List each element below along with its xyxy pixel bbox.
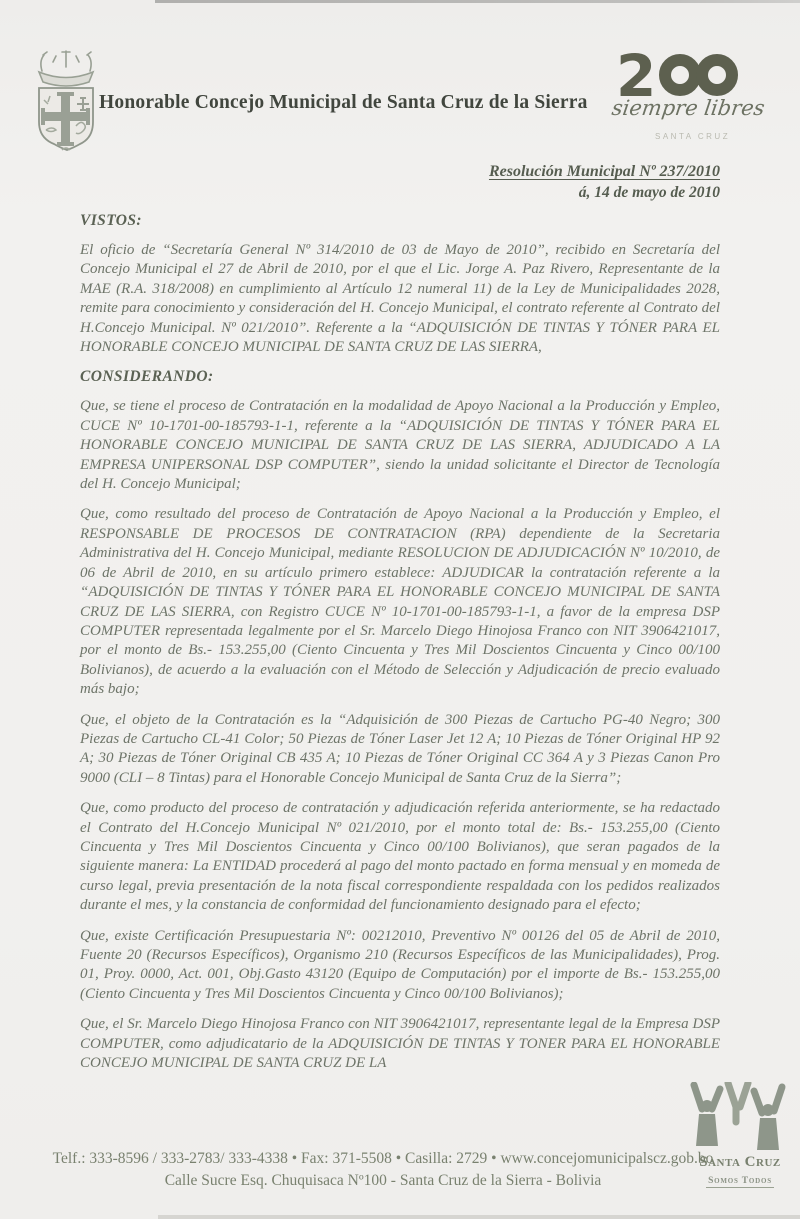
document-body	[80, 206, 720, 1084]
scan-artifact-bottom	[158, 1215, 800, 1219]
considerando-paragraph-3: Que, el objeto de la Contratación es la “Adquisición de 300 Piezas de Cartucho PG-40 Negro; 300 Piezas de Cartucho CL-41 Color; 50 Piezas de Tóner Laser Jet 12 A; 10 Piezas de Tóner Original HP 92 A; 30 Piezas de Tóner Original CB 435 A; 10 Piezas de Tóner Original CC 364 A y 3 Piezas Canon Pro 9000 (CLI – 8 Tintas) para el Honorable Concejo Municipal de Santa Cruz de la Sierra”;	[80, 711, 720, 786]
somos-todos-logo-name: Santa Cruz	[699, 1154, 781, 1170]
footer-address-line: Calle Sucre Esq. Chuquisaca Nº100 - Santa Cruz de la Sierra - Bolivia	[164, 1172, 602, 1189]
considerando-paragraph-5: Que, existe Certificación Presupuestaria Nº: 00212010, Preventivo Nº 00126 del 05 de Abril de 2010, Fuente 20 (Recursos Específicos), Organismo 210 (Recursos Específicos de las Municipalidades), Prog. 01, Proy. 0000, Act. 001, Obj.Gasto 43120 (Equipo de Computación) por el importe de Bs.- 153.255,00 (Ciento Cincuenta y Tres Mil Doscientos Cincuenta y Cinco 00/100 Bolivianos);	[80, 927, 720, 1002]
coat-of-arms-icon	[26, 46, 108, 158]
considerando-paragraph-4: Que, como producto del proceso de contratación y adjudicación referida anteriormente, se ha redactado el Contrato del H.Concejo Municipal Nº 021/2010, por el monto total de: Bs.- 153.255,00 (Ciento Cincuenta y Tres Mil Doscientos Cincuenta y Cinco 00/100 Bolivianos), que seran pagados de la siguiente manera: La ENTIDAD procederá al pago del monto pactado en forma mensual y en momeda de curso legal, previa presentación de la nota fiscal correspondiente respaldada con los pedidos realizados durante el mes, y la constancia de conformidad del funcionamiento designado para el efecto;	[80, 800, 720, 914]
considerando-paragraph-6: Que, el Sr. Marcelo Diego Hinojosa Franco con NIT 3906421017, representante legal de la Empresa DSP COMPUTER, como adjudicatario de la ADQUISICIÓN DE TINTAS Y TONER PARA EL HONORABLE CONCEJO MUNICIPAL DE SANTA CRUZ DE LA	[80, 1016, 720, 1072]
considerando-paragraph-2: Que, como resultado del proceso de Contratación de Apoyo Nacional a la Producción y Empleo, el RESPONSABLE DE PROCESOS DE CONTRATACION (RPA) dependiente de la Secretaria Administrativa del H. Concejo Municipal, mediante RESOLUCION DE ADJUDICACIÓN Nº 10/2010, de 06 de Abril de 2010, en su artículo primero establece: ADJUDICAR la contratación referente a la “ADQUISICIÓN DE TINTAS Y TÓNER PARA EL HONORABLE CONCEJO MUNICIPAL DE SANTA CRUZ DE LAS SIERRA, con Registro CUCE Nº 10-1701-00-185793-1-1, a favor de la empresa DSP COMPUTER representada legalmente por el Sr. Marcelo Diego Hinojosa Franco con NIT 3906421017, por el monto de Bs.- 153.255,00 (Ciento Cincuenta y Tres Mil Doscientos Cincuenta y Cinco 00/100 Bolivianos), de acuerdo a la evaluación con el Método de Selección y Adjudicación de precio evaluado más bajo;	[80, 506, 720, 698]
footer-contact-line: Telf.: 333-8596 / 333-2783/ 333-4338 • Fax: 371-5508 • Casilla: 2729 • www.concejomunicipalscz.gob.bo	[52, 1150, 714, 1167]
footer	[0, 1148, 766, 1192]
scan-artifact-top	[155, 0, 800, 3]
considerando-paragraph-1: Que, se tiene el proceso de Contratación en la modalidad de Apoyo Nacional a la Producción y Empleo, CUCE Nº 10-1701-00-185793-1-1, referente a la “ADQUISICIÓN DE TINTAS Y TÓNER PARA EL HONORABLE CONCEJO MUNICIPAL DE SANTA CRUZ DE LAS SIERRA, ADJUDICADO A LA EMPRESA UNIPERSONAL DSP COMPUTER”, siendo la unidad solicitante el Director de Tecnología del H. Concejo Municipal;	[80, 398, 720, 493]
svg-text:2: 2	[616, 44, 657, 106]
bicentennial-caption: SANTA CRUZ	[655, 132, 731, 141]
vistos-heading: VISTOS:	[80, 212, 142, 229]
resolution-date: á, 14 de mayo de 2010	[578, 184, 720, 201]
raised-arms-people-icon	[685, 1082, 795, 1154]
bicentennial-script-text: siempre libres	[610, 96, 767, 120]
organization-title: Honorable Concejo Municipal de Santa Cruz de la Sierra	[99, 92, 588, 113]
resolution-heading-block	[489, 163, 720, 202]
somos-todos-logo-tagline: Somos Todos	[708, 1176, 772, 1186]
resolution-title: Resolución Municipal Nº 237/2010	[488, 163, 720, 180]
considerando-heading: CONSIDERANDO:	[80, 368, 214, 386]
vistos-paragraph: El oficio de “Secretaría General Nº 314/2010 de 03 de Mayo de 2010”, recibido en Secretaría del Concejo Municipal el 27 de Abril de 2010, por el que el Lic. Jorge A. Paz Rivero, Representante de la MAE (R.A. 318/2008) en cumplimiento al Artículo 12 numeral 11) de la Ley de Municipalidades 2028, remite para conocimiento y consideración del H. Concejo Municipal, el contrato referente al Contrato del H.Concejo Municipal. Nº 021/2010”. Referente a la “ADQUISICIÓN DE TINTAS Y TÓNER PARA EL HONORABLE CONCEJO MUNICIPAL DE SANTA CRUZ DE LAS SIERRA,	[80, 242, 720, 356]
